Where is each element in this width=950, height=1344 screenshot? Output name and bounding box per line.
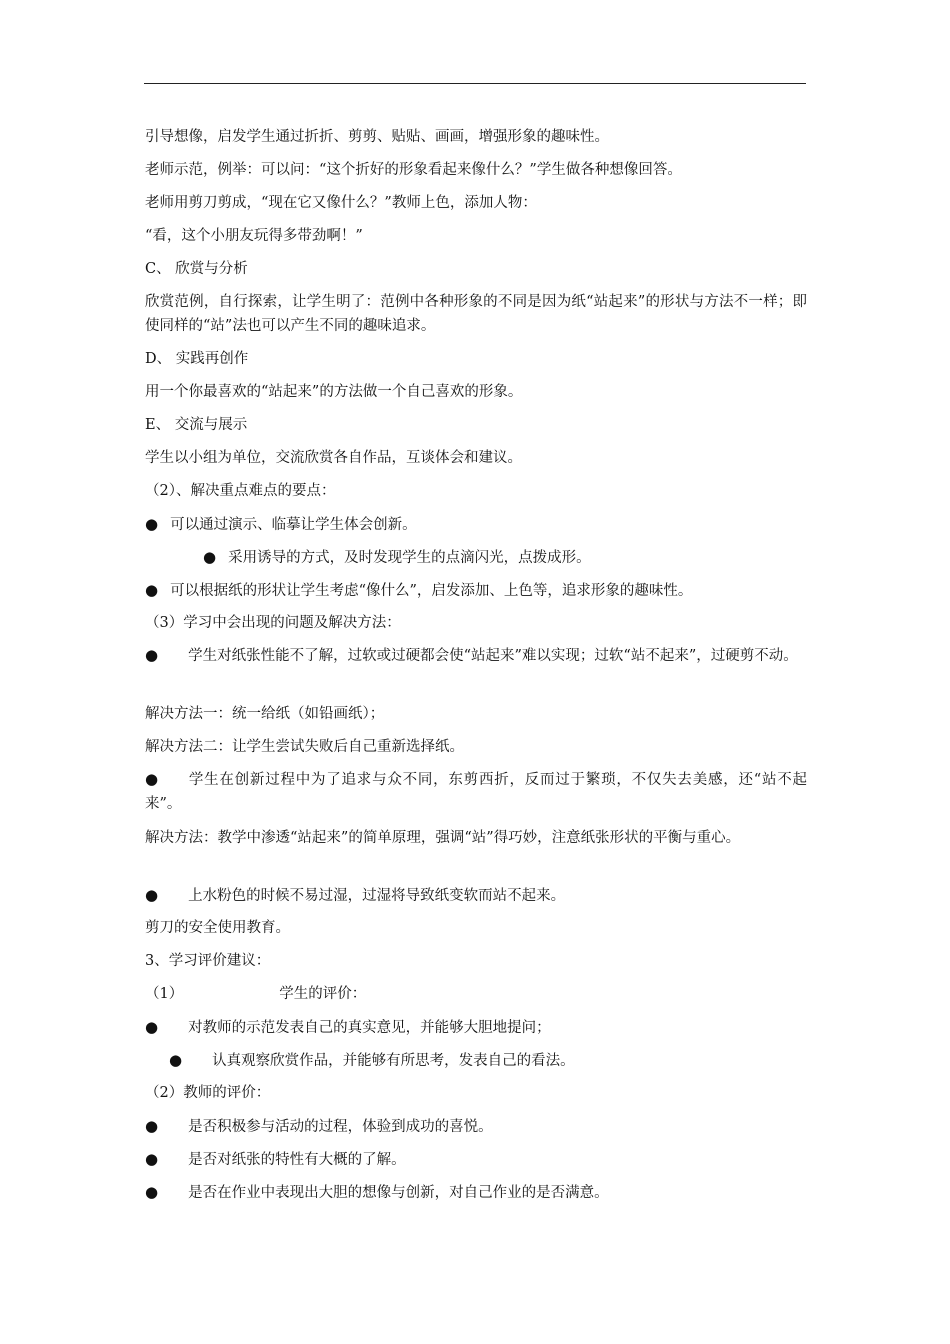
list-item-text: 是否在作业中表现出大胆的想像与创新，对自己作业的是否满意。: [188, 1185, 609, 1201]
list-item: [145, 768, 807, 816]
bullet-icon: ●: [169, 1051, 183, 1069]
bullet-icon: ●: [145, 1117, 159, 1135]
paragraph-solution-two: 解决方法二：让学生尝试失败后自己重新选择纸。: [145, 739, 464, 755]
subheading-key-points: （2）、解决重点难点的要点：: [145, 483, 336, 499]
subheading-problems: （3）学习中会出现的问题及解决方法：: [145, 615, 401, 631]
list-item-text: 学生对纸张性能不了解，过软或过硬都会使“站起来”难以实现；过软“站不起来”，过硬剪不动。: [188, 648, 798, 664]
section-heading-e: E、 交流与展示: [145, 417, 248, 433]
bullet-icon: ●: [203, 548, 217, 566]
quote-line: “看，这个小朋友玩得多带劲啊！”: [145, 228, 363, 244]
paragraph-solution-one: 解决方法一：统一给纸（如铅画纸）；: [145, 706, 385, 722]
bullet-icon: ●: [145, 1183, 159, 1201]
list-item: [145, 1182, 609, 1203]
list-item: [145, 580, 692, 601]
paragraph-guide-imagination: 引导想像，启发学生通过折折、剪剪、贴贴、画画，增强形象的趣味性。: [145, 129, 609, 145]
bullet-icon: ●: [145, 646, 159, 664]
bullet-icon: ●: [145, 1018, 159, 1036]
list-item: [145, 1149, 406, 1170]
paragraph-exchange: 学生以小组为单位，交流欣赏各自作品，互谈体会和建议。: [145, 450, 522, 466]
subheading-teacher-evaluation: （2）教师的评价：: [145, 1085, 271, 1101]
paragraph-practice: 用一个你最喜欢的“站起来”的方法做一个自己喜欢的形象。: [145, 384, 523, 400]
list-item-text: 认真观察欣赏作品，并能够有所思考，发表自己的看法。: [212, 1053, 575, 1069]
list-item-text: 是否积极参与活动的过程，体验到成功的喜悦。: [188, 1119, 493, 1135]
list-item: [203, 547, 591, 568]
list-item-text: 可以根据纸的形状让学生考虑“像什么”，启发添加、上色等，追求形象的趣味性。: [170, 583, 693, 599]
bullet-icon: ●: [145, 515, 159, 533]
list-item-text: 对教师的示范发表自己的真实意见，并能够大胆地提问；: [188, 1020, 551, 1036]
paragraph-appreciate-examples: 欣赏范例，自行探索，让学生明了：范例中各种形象的不同是因为纸“站起来”的形状与方法不一样；即使同样的“站”法也可以产生不同的趣味追求。: [145, 294, 807, 334]
header-rule: [144, 83, 806, 84]
list-item-text: 是否对纸张的特性有大概的了解。: [188, 1152, 406, 1168]
paragraph-teacher-cut: 老师用剪刀剪成，“现在它又像什么？”教师上色，添加人物：: [145, 195, 537, 211]
bullet-icon: ●: [145, 886, 159, 904]
section-heading-c: C、 欣赏与分析: [145, 261, 248, 277]
heading-evaluation: 3、学习评价建议：: [145, 953, 271, 969]
list-item: [145, 1017, 551, 1038]
list-item-text: 上水粉色的时候不易过湿，过湿将导致纸变软而站不起来。: [188, 888, 566, 904]
list-item: [145, 885, 565, 906]
section-heading-d: D、 实践再创作: [145, 351, 249, 367]
list-item-text: 学生在创新过程中为了追求与众不同，东剪西折，反而过于繁琐，不仅失去美感，还“站不起来”。: [145, 772, 807, 812]
bullet-icon: ●: [145, 581, 159, 599]
bullet-icon: ●: [145, 770, 159, 788]
list-item: [145, 514, 417, 535]
paragraph-teacher-demo: 老师示范，例举：可以问：“这个折好的形象看起来像什么？”学生做各种想像回答。: [145, 162, 682, 178]
list-item-text: 可以通过演示、临摹让学生体会创新。: [170, 517, 417, 533]
subheading-number: （1）: [145, 986, 184, 1002]
subheading-student-evaluation: [145, 984, 366, 1004]
list-item: [169, 1050, 575, 1071]
bullet-icon: ●: [145, 1150, 159, 1168]
list-item-text: 采用诱导的方式，及时发现学生的点滴闪光，点拨成形。: [228, 550, 591, 566]
list-item: [145, 1116, 493, 1137]
paragraph-solution: 解决方法：教学中渗透“站起来”的简单原理，强调“站”得巧妙，注意纸张形状的平衡与重心。: [145, 830, 741, 846]
paragraph-scissors-safety: 剪刀的安全使用教育。: [145, 920, 290, 936]
list-item: [145, 644, 807, 668]
subheading-text: 学生的评价：: [279, 986, 367, 1002]
